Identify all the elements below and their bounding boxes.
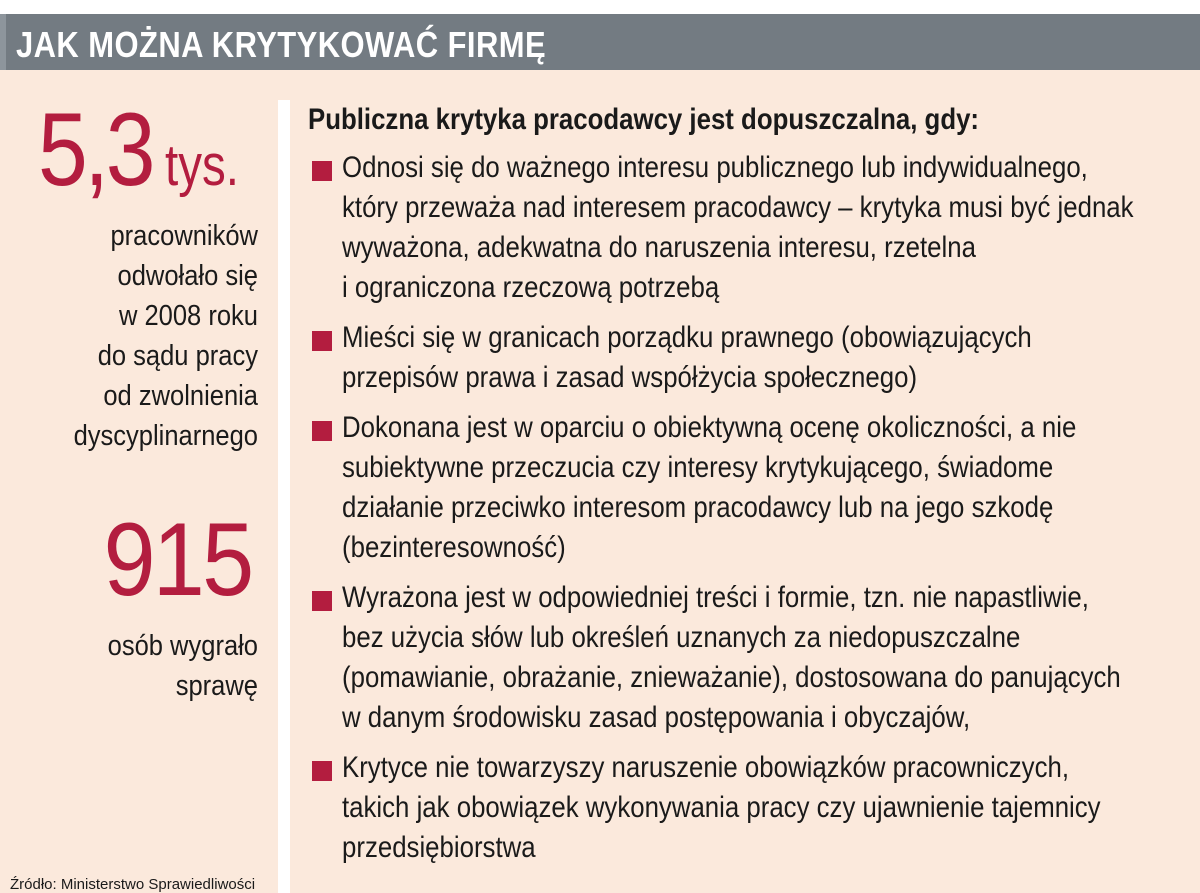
criteria-item	[308, 318, 1200, 398]
stat-1-line: odwołało się	[117, 260, 258, 292]
stat-1-line: od zwolnienia	[103, 380, 258, 412]
criteria-line: Krytyce nie towarzyszy naruszenie obowiązków pracowniczych,	[342, 751, 1070, 784]
stat-2-line: sprawę	[175, 670, 258, 702]
criteria-line: subiektywne przeczucia czy interesy krytykującego, świadome	[342, 451, 1054, 484]
stat-1-unit: tys.	[165, 133, 240, 198]
criteria-line: w danym środowisku zasad postępowania i obyczajów,	[342, 701, 971, 734]
stat-1-description	[18, 216, 258, 456]
criteria-item	[308, 148, 1200, 308]
criteria-item	[308, 748, 1200, 868]
stat-2-value	[87, 502, 252, 618]
criteria-line: przepisów prawa i zasad współżycia społecznego)	[342, 361, 918, 394]
title-bar	[0, 14, 1200, 70]
criteria-line: Odnosi się do ważnego interesu publicznego lub indywidualnego,	[342, 151, 1088, 184]
criteria-line: i ograniczona rzeczową potrzebą	[342, 271, 720, 304]
bullet-square-icon	[312, 591, 332, 611]
criteria-line: (pomawianie, obrażanie, znieważanie), dostosowana do panujących	[342, 661, 1121, 694]
stat-2-description	[18, 626, 258, 706]
bullet-square-icon	[312, 421, 332, 441]
criteria-line: Dokonana jest w oparciu o obiektywną ocenę okoliczności, a nie	[342, 411, 1077, 444]
criteria-line: (bezinteresowność)	[342, 531, 566, 564]
stat-1-number: 5,3	[38, 92, 153, 208]
criteria-line: takich jak obowiązek wykonywania pracy czy ujawnienie tajemnicy	[342, 791, 1101, 824]
criteria-line: działanie przeciwko interesom pracodawcy lub na jego szkodę	[342, 491, 1054, 524]
bullet-square-icon	[312, 161, 332, 181]
stat-1-line: pracowników	[110, 220, 258, 252]
source-note: Źródło: Ministerstwo Sprawiedliwości	[10, 876, 256, 893]
criteria-line: Mieści się w granicach porządku prawnego (obowiązujących	[342, 321, 1032, 354]
criteria-line: Wyrażona jest w odpowiedniej treści i formie, tzn. nie napastliwie,	[342, 581, 1089, 614]
stat-1-value	[38, 92, 255, 208]
stat-2-number: 915	[103, 502, 252, 618]
bullet-square-icon	[312, 761, 332, 781]
bullet-square-icon	[312, 331, 332, 351]
criteria-item	[308, 578, 1200, 738]
criteria-column	[308, 100, 1200, 878]
column-divider	[278, 100, 290, 893]
criteria-heading: Publiczna krytyka pracodawcy jest dopuszczalna, gdy:	[308, 103, 980, 136]
criteria-line: bez użycia słów lub określeń uznanych za niedopuszczalne	[342, 621, 1021, 654]
criteria-line: który przeważa nad interesem pracodawcy – krytyka musi być jednak	[342, 191, 1134, 224]
statistics-column	[0, 70, 280, 893]
stat-1-line: dyscyplinarnego	[73, 420, 258, 452]
top-strip	[0, 0, 1200, 14]
stat-1-line: w 2008 roku	[118, 300, 259, 332]
criteria-item	[308, 408, 1200, 568]
stat-2-line: osób wygrało	[107, 630, 258, 662]
criteria-line: wyważona, adekwatna do naruszenia interesu, rzetelna	[342, 231, 976, 264]
stat-1-line: do sądu pracy	[97, 340, 258, 372]
infographic-title: JAK MOŻNA KRYTYKOWAĆ FIRMĘ	[16, 24, 547, 65]
criteria-line: przedsiębiorstwa	[342, 831, 536, 864]
